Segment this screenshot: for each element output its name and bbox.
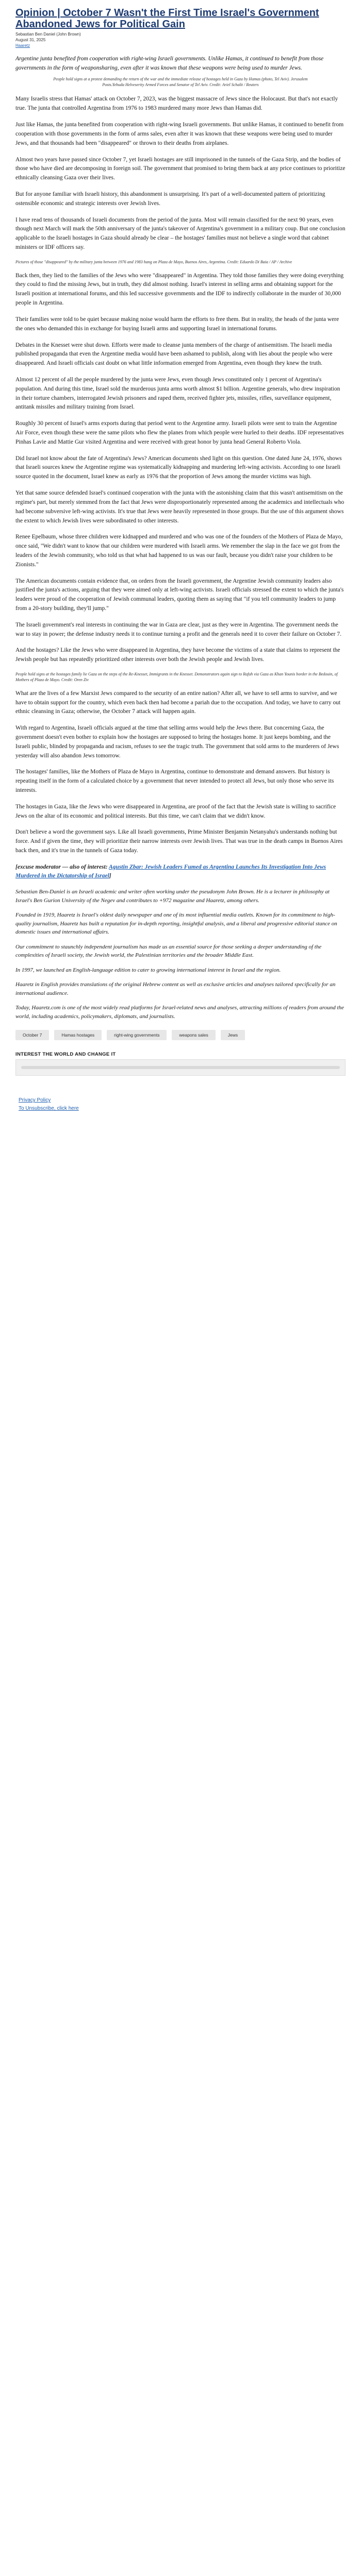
photo-caption: People hold signs at a protest demanding the return of the war and the immediate release of hostages held in Gaza by Hamas (photo, Tel Aviv). Jerusalem Posts.Yehuda Helveserity Armed Forces and Senator of Tel Aviv. Credit: Ariel Schalit / Reuters	[53, 76, 308, 87]
article-page	[15, 0, 346, 1113]
interest-bar	[21, 1066, 340, 1069]
related-prefix: [excuse moderator — also of interest:	[15, 863, 109, 870]
paragraph: Just like Hamas, the junta benefited from cooperation with right-wing Israeli governments. But unlike Hamas, it continued to benefit from cooperation with those governments in the form of arms sales, even after it was known that these weapons were being used to murder Jews, and that thousands had been "disappeared" or thrown to their deaths from airplanes.	[15, 122, 344, 146]
interest-widget	[15, 1059, 346, 1076]
article-lede: Argentine junta benefited from cooperation with right-wing Israeli governments. Unlike Hamas, it continued to benefit from those governments in the form of weaponsharing, even after it was known that these weapons were being used to murder Jews.	[15, 56, 324, 71]
paragraph: Back then, they lied to the families of the Jews who were "disappeared" in Argentina. They told those families they were doing everything they could to find the missing Jews, but in truth, they did almost nothing. Israel's interest in selling arms and obtaining support for the Israeli position at international forums, and this led successive governments and the IDF to indirectly collaborate in the murder of 30,000 people in Argentina.	[15, 272, 344, 307]
paragraph: Roughly 30 percent of Israel's arms exports during that period went to the Argentine army. Israeli pilots were sent to train the Argentine Air Force, even though these were the same pilots who flew the planes from which people were hurled to their deaths. IDF representatives Pinhas Lavie and Mattie Gur visited Argentina and were received with great honor by junta head General Roberto Viola.	[15, 420, 344, 445]
paragraph: Debates in the Knesset were shut down. Efforts were made to cleanse junta members of the charge of antisemitism. The Israeli media published propaganda that even the Argentine media would have been ashamed to publish, along with lies about the people who were disappeared. And Israeli officials cast doubt on what little information emerged from Argentina, even though they knew the truth.	[15, 342, 333, 367]
interest-heading: INTEREST THE WORLD AND CHANGE IT	[15, 1052, 116, 1058]
publisher-info: In 1997, we launched an English-language edition to cater to growing international interest in Israel and the region.	[15, 967, 281, 973]
footer-links	[19, 1096, 346, 1113]
privacy-policy-link[interactable]: Privacy Policy	[19, 1097, 51, 1104]
paragraph: Did Israel not know about the fate of Argentina's Jews? American documents shed light on this question. One dated June 24, 1976, shows that Israeli sources knew the Argentine regime was systematically kidnapping and murdering left-wing activists. According to one Israeli source quoted in the document, Israel knew as early as 1976 that the proportion of Jews among the murder victims was high.	[15, 455, 342, 480]
related-suffix: ]	[109, 873, 111, 879]
publish-date: August 31, 2025	[15, 37, 46, 42]
image-caption: Pictures of those "disappeared" by the military junta between 1976 and 1983 hang on Plaza de Mayo, Buenos Aires, Argentina. Credit: Eduardo Di Baia / AP / Archive	[15, 259, 292, 264]
paragraph: Renee Epelbaum, whose three children were kidnapped and murdered and who was one of the founders of the Mothers of Plaza de Mayo, once said, "We didn't want to know that our children were murdered with Israeli arms. We remember the slap in the face we got from the leaders of the Jewish community, who told us that what had happened to us was our fault, because you didn't raise your children to be Zionists."	[15, 534, 343, 568]
paragraph: The Israeli government's real interests in continuing the war in Gaza are clear, just as they were in Argentina. The government needs the war to stay in power; the defense industry needs it to continue turning a profit and the generals need it to cover their failure on October 7.	[15, 621, 341, 637]
article-headline[interactable]: Opinion | October 7 Wasn't the First Time Israel's Government Abandoned Jews for Political Gain	[15, 7, 319, 30]
tag-chip[interactable]: Jews	[221, 1030, 245, 1040]
paragraph: The hostages in Gaza, like the Jews who were disappeared in Argentina, are proof of the fact that the Jewish state is willing to sacrifice Jews on the altar of its economic and political interests. But this time, we can't claim that we didn't know.	[15, 803, 336, 819]
publisher-info: Haaretz in English provides translations of the original Hebrew content as well as exclusive articles and analyses tailored specifically for an international audience.	[15, 981, 336, 996]
byline	[15, 32, 346, 48]
publisher-info: Our commitment to staunchly independent journalism has made us an essential source for those seeking a deeper understanding of the complexities of Israeli society, the Jewish world, the Palestinian territories and the broader Middle East.	[15, 943, 322, 959]
paragraph: The American documents contain evidence that, on orders from the Israeli government, the Argentine Jewish community leaders also justified the junta's actions, arguing that they were aimed only at left-wing activists. Israeli officials stressed the extent to which the junta's leaders were proud of the cooperation of Jewish communal leaders, quoting them as saying that "if you tell community leaders to jump from a 20-story building, they'll jump."	[15, 578, 344, 612]
source-link[interactable]: Haaretz	[15, 43, 30, 48]
author-bio: Sebastian Ben-Daniel is an Israeli academic and writer often working under the pseudonym John Brown. He is a lecturer in philosophy at Israel's Ben Gurion University of the Negev and contributes to +972 magazine and Haaretz, among others.	[15, 889, 330, 904]
tag-chip[interactable]: Hamas hostages	[54, 1030, 102, 1040]
paragraph: And the hostages? Like the Jews who were disappeared in Argentina, they have become the victims of a state that claims to represent the Jewish people but has repeatedly prioritized other interests over both the Jewish people and Jewish lives.	[15, 647, 340, 663]
paragraph: Yet that same source defended Israel's continued cooperation with the junta with the astonishing claim that this wasn't antisemitism on the regime's part, but merely stemmed from the fact that Jews were disproportionately represented among the academics and intellectuals who had become subversive left-wing activists. It's true that Jews were heavily represented in those groups. But the use of this argument shows the extent to which Jewish lives were subordinated to other interests.	[15, 490, 344, 524]
paragraph: The hostages' families, like the Mothers of Plaza de Mayo in Argentina, continue to demonstrate and demand answers. But history is repeating itself in the form of a calculated choice by a government that never intended to protect all Jews, but only those who serve its interests.	[15, 769, 334, 793]
paragraph: But for anyone familiar with Israeli history, this abandonment is unsurprising. It's part of a well-documented pattern of prioritizing ostensible economic and strategic interests over Jewish lives.	[15, 191, 325, 207]
publisher-info: Today, Haaretz.com is one of the most widely read platforms for Israel-related news and analyses, attracting millions of readers from around the world, including academics, policymakers, diplomats, and journalists.	[15, 1005, 344, 1020]
paragraph: I have read tens of thousands of Israeli documents from the period of the junta. Most will remain classified for the next 90 years, even though next March will mark the 50th anniversary of the junta's takeover of Argentina's government in a military coup. But one conclusion applicable to the Israeli hostages in Gaza should already be clear – the hostages' families must not believe a single word that cabinet ministers or IDF officers say.	[15, 216, 346, 251]
paragraph: Almost two years have passed since October 7, yet Israeli hostages are still imprisoned in the tunnels of the Gaza Strip, and the bodies of those who have died are decomposing in foreign soil. The government that promised to bring them back at any price continues to prioritize ethnically cleansing Gaza over their lives.	[15, 156, 346, 181]
paragraph: Many Israelis stress that Hamas' attack on October 7, 2023, was the biggest massacre of Jews since the Holocaust. But that's not exactly true. The junta that controlled Argentina from 1976 to 1983 murdered many more Jews than Hamas did.	[15, 96, 338, 112]
paragraph: What are the lives of a few Marxist Jews compared to the security of an entire nation? After all, we have to sell arms to survive, and we have to obtain support for the country, which even back then had become a pariah due to the occupation. And today, we have to carry out ethnic cleansing in Gaza; otherwise, the October 7 attack will happen again.	[15, 690, 341, 715]
tag-chip[interactable]: weapons sales	[172, 1030, 215, 1040]
publisher-info: Founded in 1919, Haaretz is Israel's oldest daily newspaper and one of its most influential media outlets. Known for its commitment to high-quality journalism, Haaretz has built a reputation for in-depth reporting, insightful analysis, and a liberal and progressive editorial stance on domestic issues and international affairs.	[15, 912, 337, 936]
paragraph: Their families were told to be quiet because making noise would harm the efforts to free them. But in reality, the heads of the junta were the ones who demanded this in exchange for buying Israeli arms and supporting Israel in international forums.	[15, 316, 339, 332]
tag-chip[interactable]: right-wing governments	[107, 1030, 167, 1040]
paragraph: Almost 12 percent of all the people murdered by the junta were Jews, even though Jews constituted only 1 percent of Argentina's population. And during this time, Israel sold the murderous junta arms worth almost $1 billion. Argentine generals, who drew inspiration in their torture chambers, interrogated Jewish prisoners and raped them, received fighter jets, missiles, rifles, surveillance equipment, antitank missiles and military training from Israel.	[15, 376, 340, 411]
related-article	[15, 863, 346, 881]
related-link[interactable]: Agustin Zbar: Jewish Leaders Fumed as Argentina Launches Its Investigation Into Jews Murdered in the Dictatorship of Israel	[15, 863, 326, 879]
image-caption: People hold signs at the hostages family lie Gaza on the steps of the Re-Knesset, Immigrants in the Knesset. Demonstrators again sign to Rafah via Gaza as Khan Younis border in the Bedouin, of Mothers of Plaza de Mayo. Credit: Oren Ziv	[15, 672, 338, 682]
tag-list	[15, 1030, 346, 1040]
tag-chip[interactable]: October 7	[15, 1030, 49, 1040]
unsubscribe-link[interactable]: To Unsubscribe, click here	[19, 1106, 79, 1112]
author-name: Sebastian Ben Daniel (John Brown)	[15, 32, 81, 37]
paragraph: Don't believe a word the government says. Like all Israeli governments, Prime Minister Benjamin Netanyahu's understands nothing but force. And if given the time, they will prioritize their narrow interests over Jewish lives. That was true in the death camps in Buenos Aires back then, and it's true in the tunnels of Gaza today.	[15, 829, 343, 854]
paragraph: With regard to Argentina, Israeli officials argued at the time that selling arms would help the Jews there. But concerning Gaza, the government doesn't even bother to explain how the hostages are supposed to bring the hostages home. It just keeps bombing, and the Israeli public, blinded by propaganda and racism, refuses to see the tragic truth. The government that sold arms to the murderers of Jews yesterday will also abandon Jews tomorrow.	[15, 725, 339, 759]
